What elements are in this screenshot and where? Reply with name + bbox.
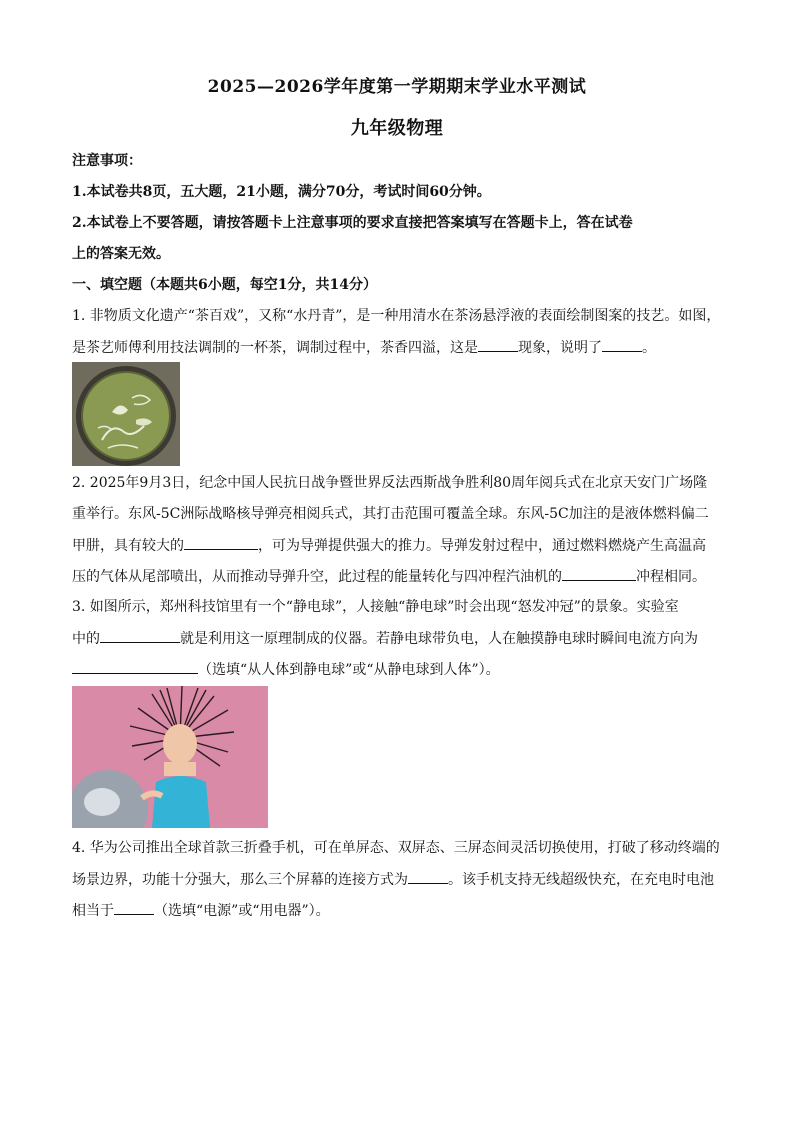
notes-item-2-cont: 上的答案无效。 [72,246,170,262]
notes-item-1: 1.本试卷共8页，五大题，21小题，满分70分，考试时间60分钟。 [72,184,491,200]
question-3-line-2 [72,628,734,649]
answer-blank-q1-2 [602,337,642,352]
notes-heading: 注意事项： [72,153,142,169]
static-electricity-photo [72,686,268,828]
answer-blank-q4-2 [114,900,154,915]
exam-subject: 九年级物理 [350,118,444,139]
question-2-line-3 [72,535,734,556]
question-4-line-3 [72,900,734,921]
question-1-text-c: 。 [642,340,656,356]
tea-art-photo [72,362,180,466]
question-4-text-a: 场景边界，功能十分强大，那么三个屏幕的连接方式为 [72,872,408,888]
answer-blank-q2-2 [562,566,636,581]
question-3-text-a: 中的 [72,631,100,647]
question-1-text-a: 是茶艺师傅利用技法调制的一杯茶，调制过程中，茶香四溢，这是 [72,340,478,356]
question-2-text-b: ，可为导弹提供强大的推力。导弹发射过程中，通过燃料燃烧产生高温高 [258,538,706,554]
question-3-line-1: 3. 如图所示，郑州科技馆里有一个“静电球”，人接触“静电球”时会出现“怒发冲冠”的景象。实验室 [72,599,679,615]
question-2-line-4 [72,566,734,587]
question-4-line-2 [72,869,734,890]
answer-blank-q1-1 [478,337,518,352]
question-1-line-1: 1. 非物质文化遗产“茶百戏”，又称“水丹青”，是一种用清水在茶汤悬浮液的表面绘制图案的技艺。如图， [72,308,721,324]
notes-item-2: 2.本试卷上不要答题，请按答题卡上注意事项的要求直接把答案填写在答题卡上，答在试卷 [72,215,633,231]
question-1-text-b: 现象，说明了 [518,340,602,356]
exam-title: 2025—2026学年度第一学期期末学业水平测试 [207,77,587,97]
answer-blank-q3-1 [100,628,180,643]
question-4-text-c: 相当于 [72,903,114,919]
question-3-text-c: （选填“从人体到静电球”或“从静电球到人体”）。 [198,662,500,678]
question-4-line-1: 4. 华为公司推出全球首款三折叠手机，可在单屏态、双屏态、三屏态间灵活切换使用，打破了移动终端的 [72,840,720,856]
question-1-line-2 [72,337,734,358]
question-2-line-1: 2. 2025年9月3日，纪念中国人民抗日战争暨世界反法西斯战争胜利80周年阅兵式在北京天安门广场隆 [72,475,708,491]
question-2-text-c: 压的气体从尾部喷出，从而推动导弹升空，此过程的能量转化与四冲程汽油机的 [72,569,562,585]
question-4-text-b: 。该手机支持无线超级快充，在充电时电池 [448,872,714,888]
answer-blank-q3-2 [72,659,198,674]
answer-blank-q2-1 [184,535,258,550]
question-2-line-2: 重举行。东风-5C洲际战略核导弹亮相阅兵式，其打击范围可覆盖全球。东风-5C加注的是液体燃料偏二 [72,506,709,522]
question-3-text-b: 就是利用这一原理制成的仪器。若静电球带负电，人在触摸静电球时瞬间电流方向为 [180,631,698,647]
question-2-text-d: 冲程相同。 [636,569,706,585]
question-2-text-a: 甲肼，具有较大的 [72,538,184,554]
question-3-line-3 [72,659,734,680]
question-4-text-d: （选填“电源”或“用电器”）。 [154,903,330,919]
section-heading: 一、填空题（本题共6小题，每空1分，共14分） [72,277,377,293]
answer-blank-q4-1 [408,869,448,884]
